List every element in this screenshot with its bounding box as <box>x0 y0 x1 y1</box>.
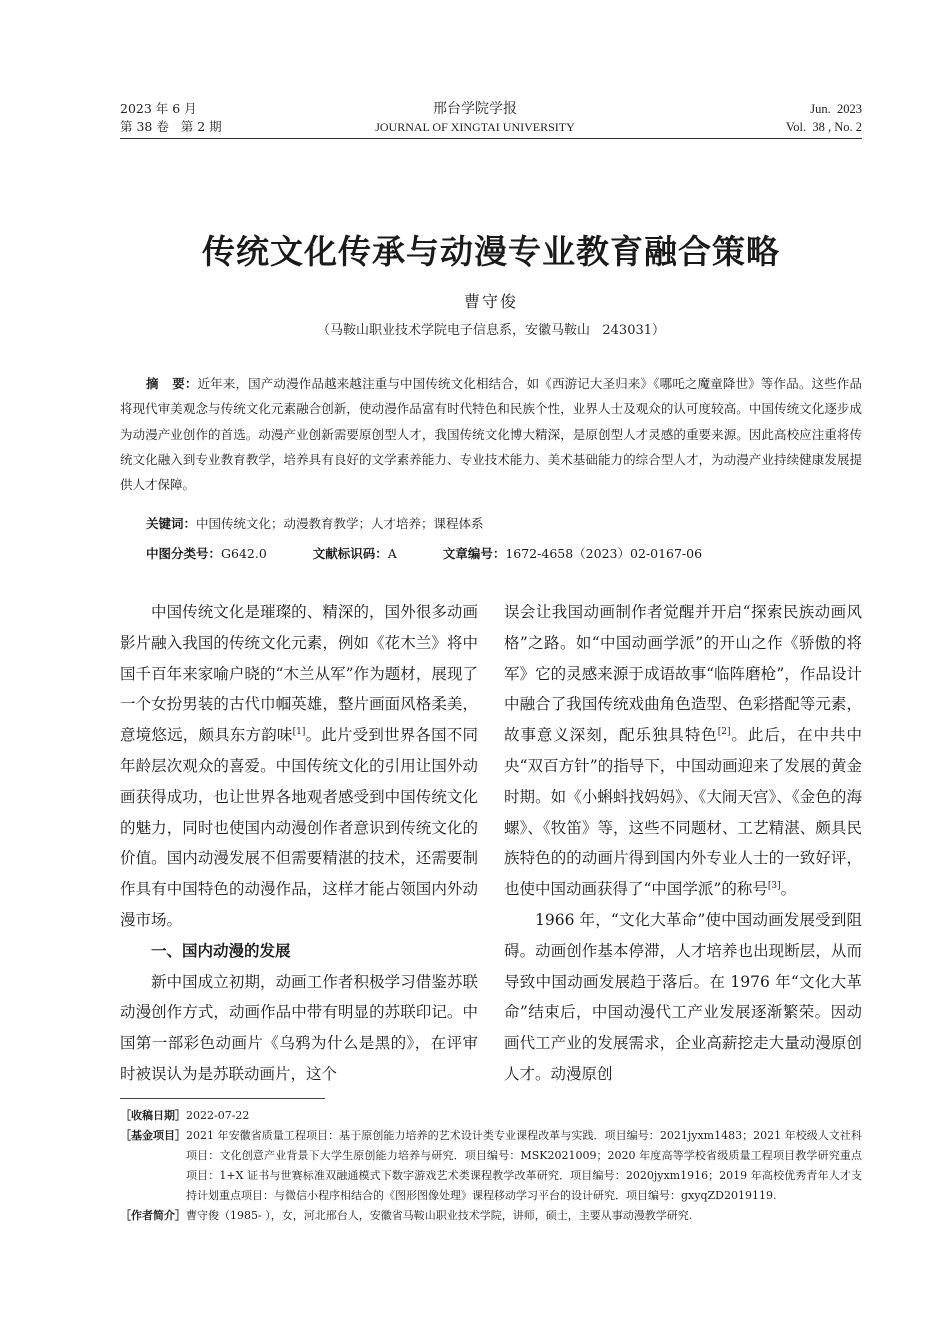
journal-name-cn: 邢台学院学报 <box>433 101 517 117</box>
footnote-author <box>120 1206 862 1226</box>
article-no-label: 文章编号： <box>442 546 506 561</box>
abstract <box>120 371 862 497</box>
footnotes <box>120 1106 862 1226</box>
issue-date-cn: 2023 年 6 月 <box>120 101 197 116</box>
keywords-text: 中国传统文化；动漫教育教学；人才培养；课程体系 <box>196 516 484 531</box>
footnote-rule <box>120 1098 325 1099</box>
author-bio-label: ［作者简介］ <box>120 1209 186 1222</box>
footnote-fund <box>120 1126 862 1206</box>
citation-2[interactable]: [2] <box>717 727 731 738</box>
keywords-label: 关键词： <box>146 516 197 531</box>
clc-label: 中图分类号： <box>146 546 222 561</box>
author-affiliation: （马鞍山职业技术学院电子信息系，安徽马鞍山 243031） <box>316 323 666 338</box>
keywords <box>146 514 484 532</box>
paragraph-2-continued: 误会让我国动画制作者觉醒并开启“探索民族动画风格”之路。如“中国动画学派”的开山之作《骄傲的将军》它的灵感来源于成语故事“临阵磨枪”，作品设计中融合了我国传统戏曲角色造型、色彩搭配等元素，故事意义深刻，配乐独具特色[2]。此后，在中共中央“双百方针”的指导下，中国动画迎来了发展的黄金时期。如《小蝌蚪找妈妈》、《大闹天宫》、《金色的海螺》、《牧笛》等，这些不同题材、工艺精湛、颇具民族特色的的动画片得到国内外专业人士的一致好评，也使中国动画获得了“中国学派”的称号[3]。 <box>504 603 862 899</box>
article-no-value: 1672-4658（2023）02-0167-06 <box>505 546 703 561</box>
issue-date-en: Jun. 2023 <box>810 102 862 116</box>
article-author: 曹守俊 <box>463 292 518 311</box>
section-heading-1: 一、国内动漫的发展 <box>151 941 291 960</box>
classification-row <box>146 544 862 562</box>
received-label: ［收稿日期］ <box>120 1109 186 1122</box>
paragraph-3: 1966 年，“文化大革命”使中国动画发展受到阻碍。动画创作基本停滞，人才培养也出现断层，从而导致中国动画发展趋于落后。在 1976 年“文化大革命”结束后，中国动漫代工产业发展逐渐繁荣。因动画代工产业的发展需求，企业高薪挖走大量动漫原创人才。动漫原创 <box>504 910 862 1083</box>
doc-code-label: 文献标识码： <box>312 546 388 561</box>
fund-label: ［基金项目］ <box>120 1129 186 1142</box>
citation-1[interactable]: [1] <box>292 727 306 738</box>
body-column-right <box>504 597 862 1090</box>
abstract-text: 近年来，国产动漫作品越来越注重与中国传统文化相结合，如《西游记大圣归来》《哪吒之魔童降世》等作品。这些作品将现代审美观念与传统文化元素融合创新，使动漫作品富有时代特色和民族个性，业界人士及观众的认可度较高。中国传统文化逐步成为动漫产业创作的首选。动漫产业创新需要原创型人才，我国传统文化博大精深，是原创型人才灵感的重要来源。因此高校应注重将传统文化融入到专业教育教学，培养具有良好的文学素养能力、专业技术能力、美术基础能力的综合型人才，为动漫产业持续健康发展提供人才保障。 <box>120 376 862 493</box>
journal-name-en: JOURNAL OF XINGTAI UNIVERSITY <box>375 120 575 134</box>
volume-cn: 第 38 卷 第 2 期 <box>120 119 222 134</box>
author-bio-text: 曹守俊（1985- ），女，河北邢台人，安徽省马鞍山职业技术学院，讲师，硕士，主要从事动漫教学研究. <box>186 1209 693 1222</box>
doc-code-value: A <box>387 546 397 561</box>
clc-value: G642.0 <box>221 546 267 561</box>
header-right <box>786 100 862 136</box>
footnote-received <box>120 1106 862 1126</box>
header-rule <box>120 138 862 139</box>
fund-text: 2021 年安徽省质量工程项目：基于原创能力培养的艺术设计类专业课程改革与实践．项目编号：2021jyxm1483；2021 年校级人文社科项目：文化创意产业背景下大学生原创能力培养与研究．项目编号：MSK2021009；2020 年度高等学校省级质量工程项目教学研究重点项目：1+X 证书与世赛标准双融通模式下数字游戏艺术类课程教学改革研究．项目编号：2020jyxm1916；2019 年高校优秀青年人才支持计划重点项目：与微信小程序相结合的《图形图像处理》课程移动学习平台的设计研究．项目编号：gxyqZD2019119. <box>186 1129 862 1202</box>
article-title: 传统文化传承与动漫专业教育融合策略 <box>202 232 780 271</box>
volume-en: Vol. 38 , No. 2 <box>785 120 862 134</box>
citation-3[interactable]: [3] <box>767 881 781 892</box>
paragraph-1: 中国传统文化是璀璨的、精深的，国外很多动画影片融入我国的传统文化元素，例如《花木兰》将中国千百年来家喻户晓的“木兰从军”作为题材，展现了一个女扮男装的古代巾帼英雄，整片画面风格柔美，意境悠远，颇具东方韵味[1]。此片受到世界各国不同年龄层次观众的喜爱。中国传统文化的引用让国外动画获得成功，也让世界各地观者感受到中国传统文化的魅力，同时也使国内动漫创作者意识到传统文化的价值。国内动漫发展不但需要精湛的技术，还需要制作具有中国特色的动漫作品，这样才能占领国内外动漫市场。 <box>120 603 478 929</box>
header-left <box>120 100 222 136</box>
body-column-left <box>120 597 478 1090</box>
paragraph-2: 新中国成立初期，动画工作者积极学习借鉴苏联动漫创作方式，动画作品中带有明显的苏联印记。中国第一部彩色动画片《乌鸦为什么是黑的》，在评审时被误认为是苏联动画片，这个 <box>120 972 478 1083</box>
abstract-label: 摘 要： <box>146 376 198 391</box>
received-date: 2022-07-22 <box>186 1109 250 1122</box>
header-center <box>300 100 650 136</box>
